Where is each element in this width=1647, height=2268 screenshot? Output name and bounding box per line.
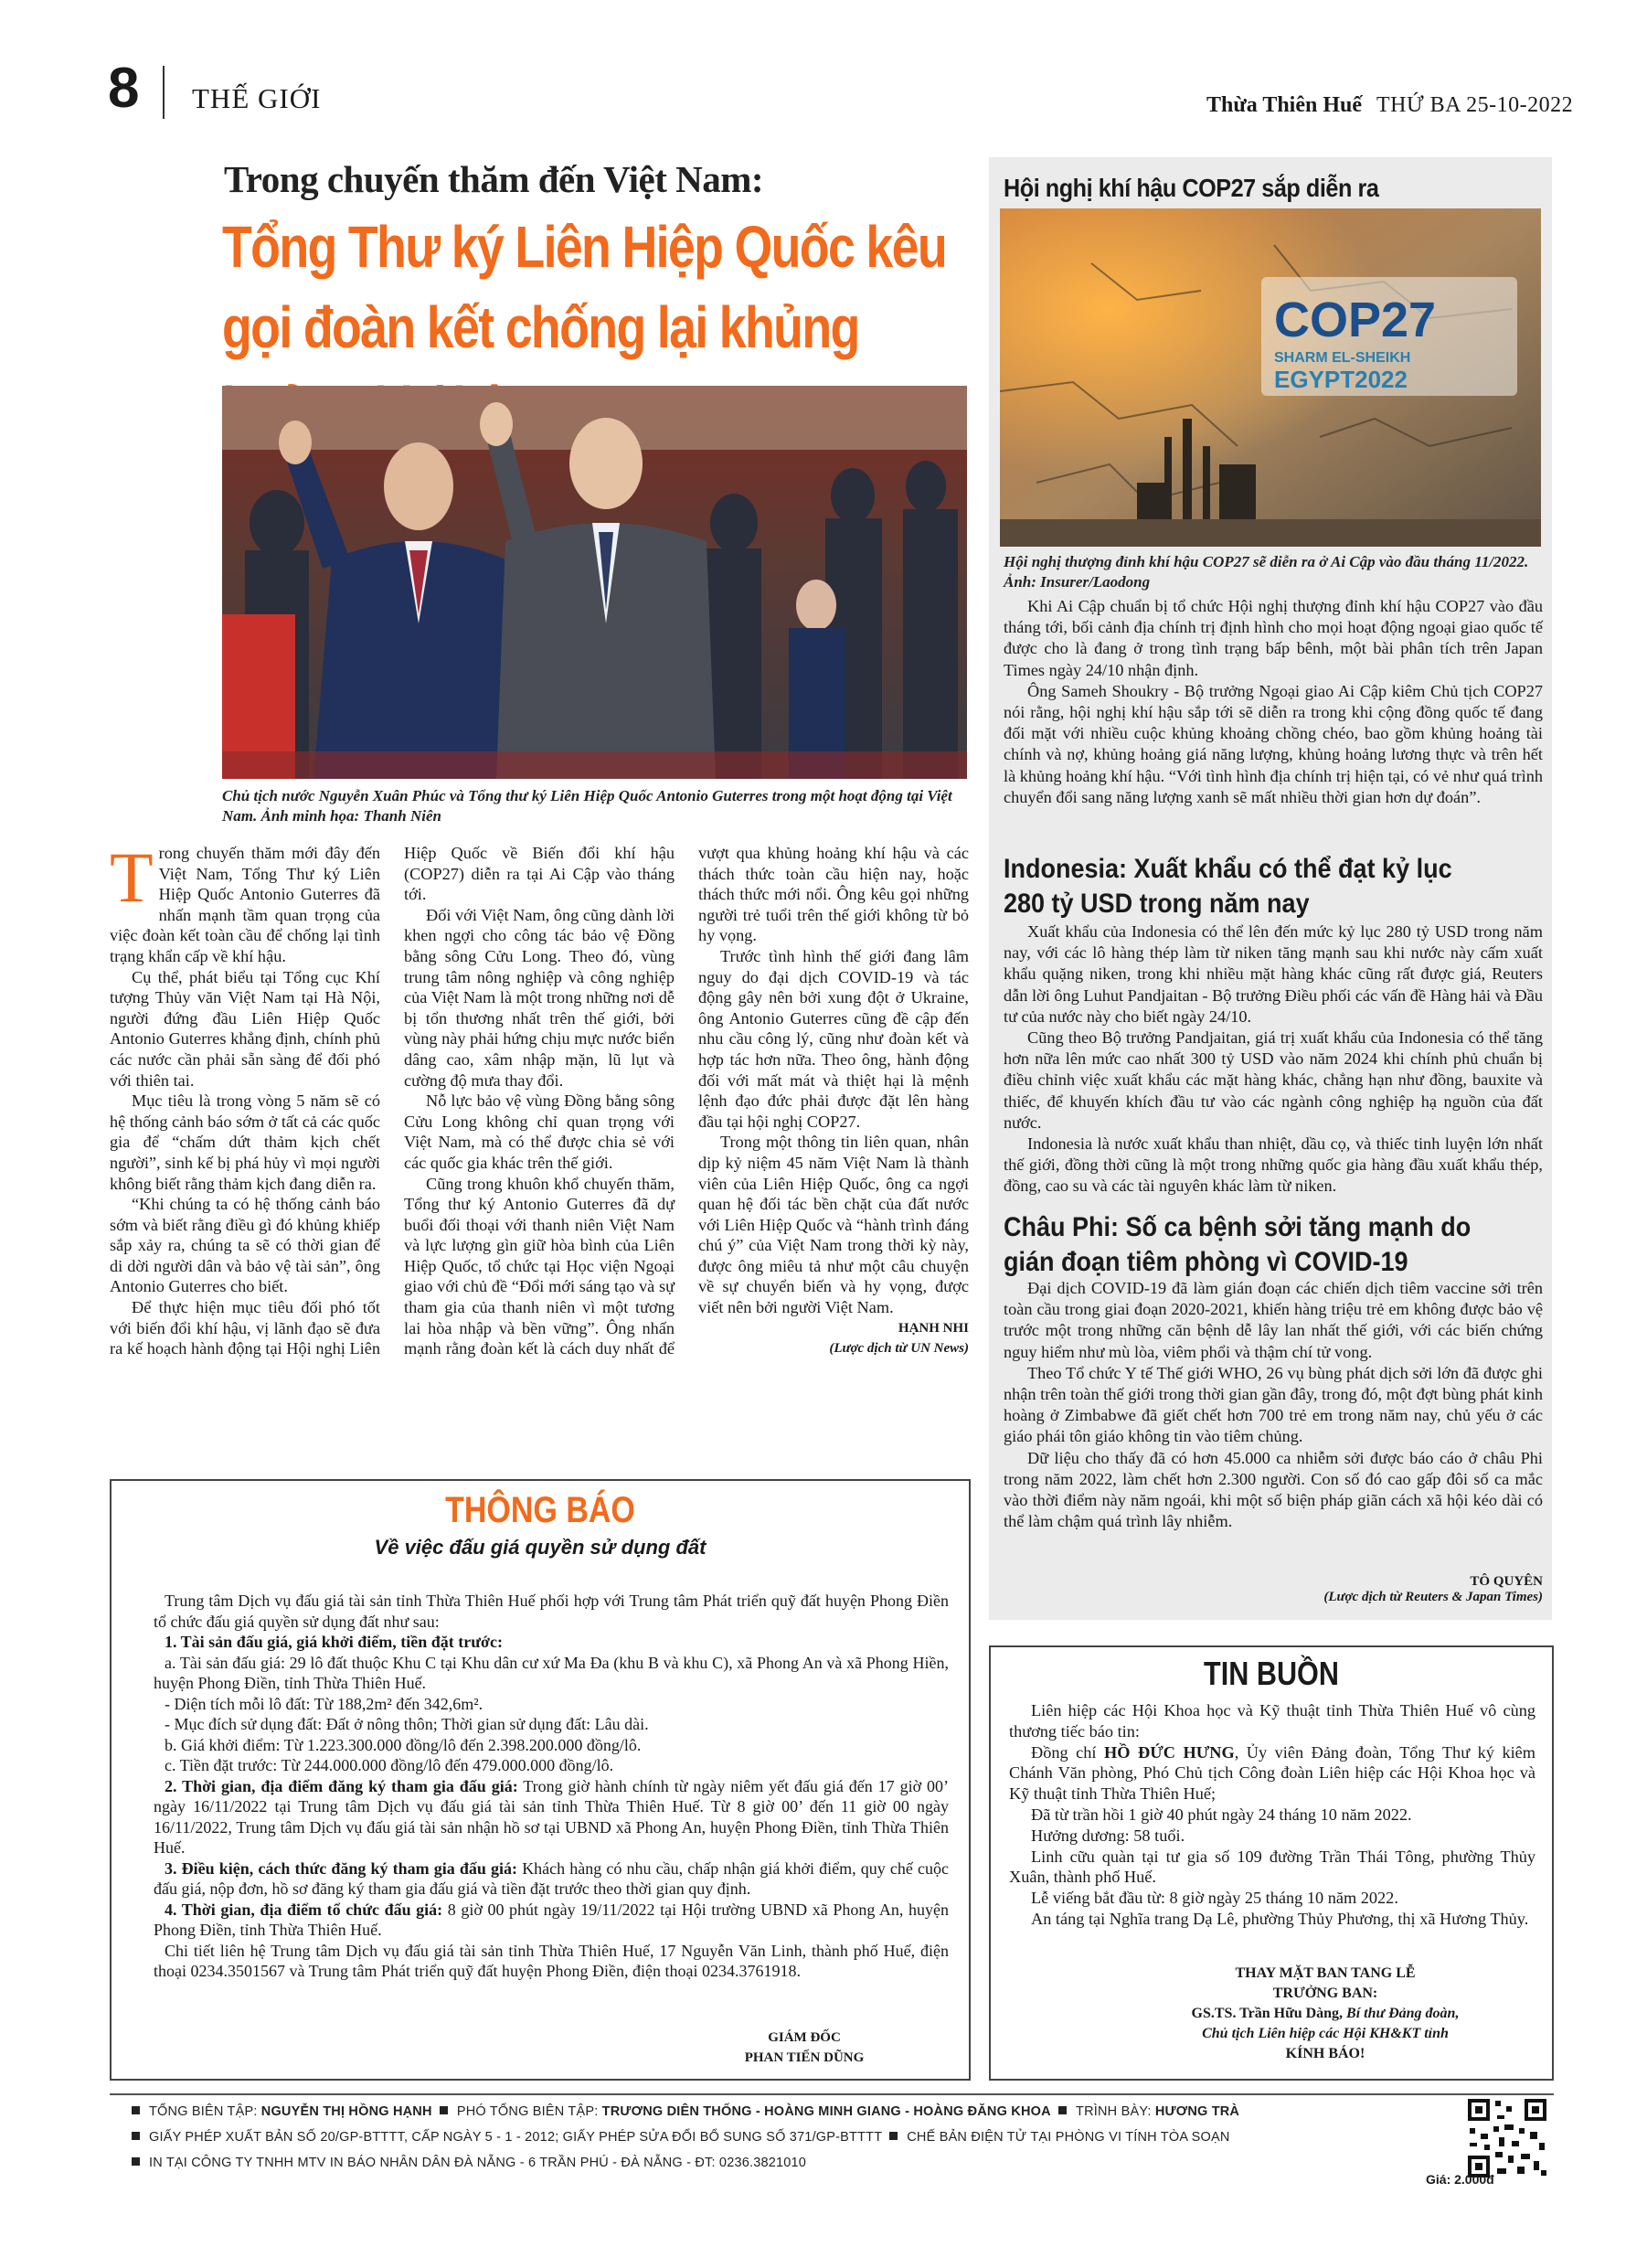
sidebar-paragraph: Theo Tổ chức Y tế Thế giới WHO, 26 vụ bùng phát dịch sởi lớn đã được ghi nhận trên toàn thế giới trong thời gian gần đây, trong đó, một đợt bùng phát kinh hoàng ở Zimbabwe đã giết chết hơn 700 trẻ em trong năm nay, chủ yếu ở các giáo phái tôn giáo không tin vào tiêm chủng. — [1004, 1363, 1543, 1446]
notice-sign-name: PHAN TIẾN DŨNG — [744, 2050, 865, 2065]
obituary-signature: THAY MẶT BAN TANG LỄ TRƯỞNG BAN: GS.TS. Trần Hữu Dàng, Bí thư Đảng đoàn, Chủ tịch Liên hiệp các Hội KH&KT tỉnh KÍNH BÁO! — [1191, 1965, 1460, 2061]
sidebar-title-africa: Châu Phi: Số ca bệnh sởi tăng mạnh do gián đoạn tiêm phòng vì COVID-19 — [1004, 1212, 1472, 1277]
sidebar-paragraph: Dữ liệu cho thấy đã có hơn 45.000 ca nhiễm sởi được báo cáo ở châu Phi trong năm 2022, làm chết hơn 2.300 người. Con số đó cao gấp đôi số ca mắc vào thời điểm này năm ngoái, khi một số biện pháp giãn cách xã hội kéo dài có thể làm chậm quá trình lây nhiễm. — [1004, 1448, 1543, 1531]
sidebar-paragraph: Đại dịch COVID-19 đã làm gián đoạn các chiến dịch tiêm vaccine sởi trên toàn cầu trong giai đoạn 2020-2021, khiến hàng triệu trẻ em không được bảo vệ trước một trong những căn bệnh dễ lây lan nhất thế giới, với các biến chứng nguy hiểm như mù lòa, viêm phổi và thậm chí tử vong. — [1004, 1279, 1543, 1361]
notice-body — [154, 1591, 949, 1982]
sidebar-paragraph: Ông Sameh Shoukry - Bộ trưởng Ngoại giao Ai Cập kiêm Chủ tịch COP27 nói rằng, hội nghị khí hậu sắp tới sẽ diễn ra trong khi cộng đồng quốc tế đang đối mặt với nhiều cuộc khủng khoảng chồng chéo, bao gồm khủng hoảng tài chính và nợ, khủng hoảng giá năng lượng, khủng hoảng lương thực và trên hết là khủng hoảng khí hậu. “Với tình hình địa chính trị hiện tại, có vẻ như quá trình chuyển đổi sang năng lượng xanh sẽ mất nhiều thời gian hơn dự đoán”. — [1004, 681, 1543, 806]
sidebar-author: TÔ QUYÊN — [1470, 1574, 1543, 1589]
obituary-body — [1009, 1700, 1535, 1930]
indonesia-body — [1004, 921, 1543, 1198]
article-paragraph: Mục tiêu là trong vòng 5 năm sẽ có hệ thống cảnh báo sớm ở tất cả các quốc gia để “chấm dứt thảm kịch chết người”, sinh kế bị phá hủy vì mọi người không biết rằng thảm kịch đang diễn ra. — [110, 1091, 380, 1193]
issue-date: THỨ BA 25-10-2022 — [1376, 93, 1574, 117]
cop27-body — [1004, 596, 1543, 808]
notice-item-a1: - Diện tích mỗi lô đất: Từ 188,2m² đến 342,6m². — [165, 1694, 483, 1713]
article-source: (Lược dịch từ UN News) — [829, 1341, 969, 1357]
notice-signature — [695, 2028, 914, 2068]
notice-heading-4: 4. Thời gian, địa điểm tổ chức đấu giá: — [165, 1900, 443, 1919]
newspaper-name: Thừa Thiên Huế — [1206, 93, 1363, 117]
notice-item-a: a. Tài sản đấu giá: 29 lô đất thuộc Khu C tại Khu dân cư xứ Ma Đa (khu B và khu C), xã Phong An và xã Phong Hiền, huyện Phong Điền, tỉnh Thừa Thiên Huế. — [154, 1653, 949, 1692]
article-paragraph: Cụ thể, phát biểu tại Tổng cục Khí tượng Thủy văn Việt Nam tại Hà Nội, người đứng đầu Liên Hiệp Quốc Antonio Guterres khẳng định, chính phủ các nước cần phải sẵn sàng để đối phó với thiên tai. — [110, 967, 380, 1090]
cop27-country: EGYPT2022 — [1274, 366, 1408, 393]
qr-code[interactable] — [1466, 2097, 1548, 2179]
notice-heading-2: 2. Thời gian, địa điểm đăng ký tham gia đấu giá: — [165, 1776, 518, 1795]
article-paragraph: Nỗ lực bảo vệ vùng Đồng bằng sông Cửu Long không chỉ quan trọng với Việt Nam, mà có thể được chia sẻ với các quốc gia khác trên thế giới. — [404, 1091, 675, 1172]
notice-heading-3: 3. Điều kiện, cách thức đăng ký tham gia đấu giá: — [165, 1858, 518, 1878]
footer-line-1: TỔNG BIÊN TẬP: NGUYỄN THỊ HỒNG HẠNH PHÓ TỔNG BIÊN TẬP: TRƯƠNG DIÊN THỐNG - HOÀNG MINH GIANG - HOÀNG ĐĂNG KHOA TRÌNH BÀY: HƯƠNG TRÀ — [128, 2104, 1239, 2119]
obituary-line: Đã từ trần hồi 1 giờ 40 phút ngày 24 tháng 10 năm 2022. — [1031, 1805, 1412, 1824]
notice-subtitle: Về việc đấu giá quyền sử dụng đất — [374, 1536, 707, 1559]
article-photo-caption: Chủ tịch nước Nguyễn Xuân Phúc và Tổng thư ký Liên Hiệp Quốc Antonio Guterres trong một hoạt động tại Việt Nam. Ảnh minh họa: Thanh Niên — [222, 787, 952, 825]
obituary-name: HỒ ĐỨC HƯNG — [1104, 1742, 1235, 1762]
notice-item-a2: - Mục đích sử dụng đất: Đất ở nông thôn; Thời gian sử dụng đất: Lâu dài. — [165, 1715, 649, 1733]
sidebar-paragraph: Khi Ai Cập chuẩn bị tổ chức Hội nghị thượng đỉnh khí hậu COP27 vào đầu tháng tới, bối cảnh địa chính trị định hình cho mọi hoạt động ngoại giao quốc tế được cho là đang ở trong tình trạng bấp bênh, một bài phân tích trên Japan Times ngày 24/10 nhận định. — [1004, 597, 1543, 679]
cop27-photo — [1000, 208, 1541, 547]
article-paragraph: “Khi chúng ta có hệ thống cảnh báo sớm và biết rằng điều gì đó khủng khiếp sắp xảy ra, chúng ta sẽ có thời gian để di dời người dân và bảo vệ tài sản”, ông Antonio Guterres cho biết. — [110, 1195, 380, 1296]
cop27-location: SHARM EL-SHEIKH — [1274, 350, 1411, 366]
article-body — [110, 837, 969, 1464]
article-paragraph: Trước tình hình thế giới đang lâm nguy do đại dịch COVID-19 và tác động gây nên bởi xung đột ở Ukraine, ông Antonio Guterres cũng đề cập đến nhu cầu công lý, cũng như đoàn kết và hợp tác hơn nữa. Theo ông, hành động đối với mất mát và thiệt hại là mệnh lệnh đạo đức phải được đặt lên hàng đầu tại hội nghị COP27. — [698, 946, 969, 1131]
notice-contact: Chi tiết liên hệ Trung tâm Dịch vụ đấu giá tài sản tỉnh Thừa Thiên Huế, 17 Nguyễn Văn Linh, thành phố Huế, điện thoại 0234.3501567 và Trung tâm Phát triển quỹ đất huyện Phong Điền, điện thoại 0234.3761918. — [154, 1941, 949, 1980]
article-paragraph: Cũng trong khuôn khổ chuyến thăm, Tổng thư ký Antonio Guterres đã dự buổi đối thoại với thanh niên Việt Nam và lực lượng gìn giữ hòa bình của Liên Hiệp Quốc, tổ chức tại Học viện Ngoại giao với chủ đề “Đổi mới sáng tạo và sự tham gia của thanh niên vì một tương lai hòa nhập và bền vững”. Ông nhấn mạnh rằng đoàn kết là cách duy nhất để vượt qua khủng hoảng khí hậu và các thách thức toàn cầu hiện nay, hoặc thách thức mới nổi. Ông kêu gọi những người trẻ tuổi trên thế giới không từ bỏ hy vọng. — [404, 844, 969, 1358]
sidebar-signature — [1004, 1574, 1543, 1605]
obituary-title: TIN BUỒN — [1204, 1655, 1339, 1692]
price: Giá: 2.000đ — [1426, 2172, 1494, 2187]
drop-cap: T — [110, 837, 154, 917]
article-author: HẠNH NHI — [898, 1320, 969, 1336]
obituary-line: Lễ viếng bắt đầu từ: 8 giờ ngày 25 tháng 10 năm 2022. — [1031, 1889, 1398, 1908]
sidebar-paragraph: Xuất khẩu của Indonesia có thể lên đến mức kỷ lục 280 tỷ USD trong năm nay, với các lô hàng thép làm từ niken tăng mạnh sau khi nước này cấm xuất khẩu quặng niken, trong khi nhiều mặt hàng khác cũng rất được giá, Reuters dẫn lời ông Luhut Pandjaitan - Bộ trưởng Điều phối các vấn đề Hàng hải và Đầu tư của nước này cho biết ngày 24/10. — [1004, 922, 1543, 1026]
article-photo — [222, 386, 967, 779]
notice-sign-title: GIÁM ĐỐC — [768, 2030, 841, 2045]
header-divider — [163, 66, 165, 119]
article-kicker: Trong chuyến thăm đến Việt Nam: — [224, 158, 764, 200]
notice-text-3: Khách hàng có nhu cầu, chấp nhận giá khởi điểm, quy chế cuộc đấu giá, nộp đơn, hồ sơ đăng ký tham gia đấu giá và tiền đặt trước theo thời gian quy định. — [154, 1858, 949, 1898]
section-title: THẾ GIỚI — [192, 82, 322, 114]
page-number: 8 — [108, 57, 140, 120]
cop27-photo-caption: Hội nghị thượng đỉnh khí hậu COP27 sẽ diễn ra ở Ai Cập vào đầu tháng 11/2022. Ảnh: Insurer/Laodong — [1004, 553, 1529, 591]
notice-heading-1: 1. Tài sản đấu giá, giá khởi điểm, tiền đặt trước: — [165, 1633, 503, 1651]
sidebar-title-cop27: Hội nghị khí hậu COP27 sắp diễn ra — [1004, 174, 1379, 202]
footer-line-2: GIẤY PHÉP XUẤT BẢN SỐ 20/GP-BTTTT, CẤP NGÀY 5 - 1 - 2012; GIẤY PHÉP SỬA ĐỔI BỔ SUNG SỐ 371/GP-BTTTT CHẾ BẢN ĐIỆN TỬ TẠI PHÒNG VI TÍNH TÒA SOẠN — [128, 2130, 1230, 2145]
notice-text-2: Trong giờ hành chính từ ngày niêm yết đấu giá đến 17 giờ 00’ ngày 16/11/2022 tại Trung tâm Dịch vụ đấu giá tài sản tỉnh Thừa Thiên Huế. Từ 8 giờ 00’ đến 11 giờ 00 ngày 16/11/2022, Trung tâm Dịch vụ đấu giá tài sản nhận hồ sơ tại UBND xã Phong An, huyện Phong Điền, tỉnh Thừa Thiên Huế. — [154, 1776, 949, 1857]
article-paragraph: Trong chuyến thăm mới đây đến Việt Nam, Tổng Thư ký Liên Hiệp Quốc Antonio Guterres đã nhấn mạnh tầm quan trọng của việc đoàn kết toàn cầu để chống lại tình trạng khẩn cấp về khí hậu. — [110, 837, 380, 965]
obituary-line: Hưởng dương: 58 tuổi. — [1031, 1826, 1185, 1845]
obituary-intro: Liên hiệp các Hội Khoa học và Kỹ thuật tỉnh Thừa Thiên Huế vô cùng thương tiếc báo tin: — [1009, 1701, 1535, 1741]
sidebar-paragraph: Cũng theo Bộ trưởng Pandjaitan, giá trị xuất khẩu của Indonesia có thể tăng hơn nữa lên mức cao nhất 300 tỷ USD vào năm 2024 khi chính phủ chuẩn bị điều chỉnh việc xuất khẩu các mặt hàng khác, chẳng hạn như đồng, bauxite và thiếc, để khuyến khích đầu tư vào các ngành công nghiệp hạ nguồn của đất nước. — [1004, 1028, 1543, 1132]
sidebar-source: (Lược dịch từ Reuters & Japan Times) — [1323, 1590, 1543, 1604]
cop27-logo: COP27 — [1274, 293, 1437, 347]
footer-divider — [110, 2093, 1554, 2095]
notice-title: THÔNG BÁO — [445, 1490, 635, 1530]
sidebar-paragraph: Indonesia là nước xuất khẩu than nhiệt, dầu cọ, và thiếc tinh luyện lớn nhất thế giới, đồng thời cũng là một trong những quốc gia hàng đầu xuất khẩu thép, đồng, cao su và các tài nguyên khác làm từ niken. — [1004, 1134, 1543, 1196]
sidebar-title-indonesia: Indonesia: Xuất khẩu có thể đạt kỷ lục 280 tỷ USD trong năm nay — [1004, 854, 1452, 919]
africa-body — [1004, 1278, 1543, 1532]
notice-intro: Trung tâm Dịch vụ đấu giá tài sản tỉnh Thừa Thiên Huế phối hợp với Trung tâm Phát triển quỹ đất huyện Phong Điền tổ chức đấu giá quyền sử dụng đất như sau: — [154, 1592, 949, 1631]
notice-item-c: c. Tiền đặt trước: Từ 244.000.000 đồng/lô đến 479.000.000 đồng/lô. — [165, 1756, 614, 1774]
notice-item-b: b. Giá khởi điểm: Từ 1.223.300.000 đồng/lô đến 2.398.200.000 đồng/lô. — [165, 1735, 642, 1754]
obituary-person: Đồng chí HỒ ĐỨC HƯNG, Ủy viên Đảng đoàn, Tổng Thư ký kiêm Chánh Văn phòng, Phó Chủ tịch Công đoàn Liên hiệp các Hội Khoa học và Kỹ thuật tỉnh Thừa Thiên Huế; — [1009, 1742, 1535, 1804]
article-paragraph: Trong một thông tin liên quan, nhân dịp kỷ niệm 45 năm Việt Nam là thành viên của Liên Hiệp Quốc, ông ca ngợi quan hệ đối tác bền chặt của đất nước với Liên Hiệp Quốc và “hành trình đáng chú ý” của Việt Nam trong thời kỳ này, được ông miêu tả như một câu chuyện về sự chuyển biến và hy vọng, được viết nên bởi người Việt Nam. — [698, 1133, 969, 1317]
obituary-line: An táng tại Nghĩa trang Dạ Lê, phường Thủy Phương, thị xã Hương Thủy. — [1031, 1909, 1529, 1928]
notice-text-4: 8 giờ 00 phút ngày 19/11/2022 tại Hội trường UBND xã Phong An, huyện Phong Điền, tỉnh Thừa Thiên Huế. — [154, 1900, 950, 1939]
article-paragraph: Để thực hiện mục tiêu đối phó tốt với biến đổi khí hậu, vị lãnh đạo sẽ đưa ra kế hoạch hành động tại Hội nghị Liên Hiệp Quốc về Biến đổi khí hậu (COP27) diễn ra tại Ai Cập vào tháng tới. — [110, 844, 675, 1358]
obituary-line: Linh cữu quàn tại tư gia số 109 đường Trần Thái Tông, phường Thủy Xuân, thành phố Huế. — [1009, 1847, 1535, 1887]
article-headline: Tổng Thư ký Liên Hiệp Quốc kêu gọi đoàn kết chống lại khủng — [222, 214, 947, 360]
footer-line-3: IN TẠI CÔNG TY TNHH MTV IN BÁO NHÂN DÂN ĐÀ NẴNG - 6 TRẦN PHÚ - ĐÀ NẴNG - ĐT: 0236.3821010 — [128, 2156, 806, 2170]
article-paragraph: Đối với Việt Nam, ông cũng dành lời khen ngợi cho công tác bảo vệ Đồng bằng sông Cửu Long. Theo đó, vùng trung tâm nông nghiệp và công nghiệp của Việt Nam là một trong những nơi dễ bị tổn thương nhất trên thế giới, bởi vùng này phải hứng chịu mực nước biển dâng cao, xâm nhập mặn, lũ lụt và cường độ mưa thay đổi. — [404, 905, 675, 1090]
